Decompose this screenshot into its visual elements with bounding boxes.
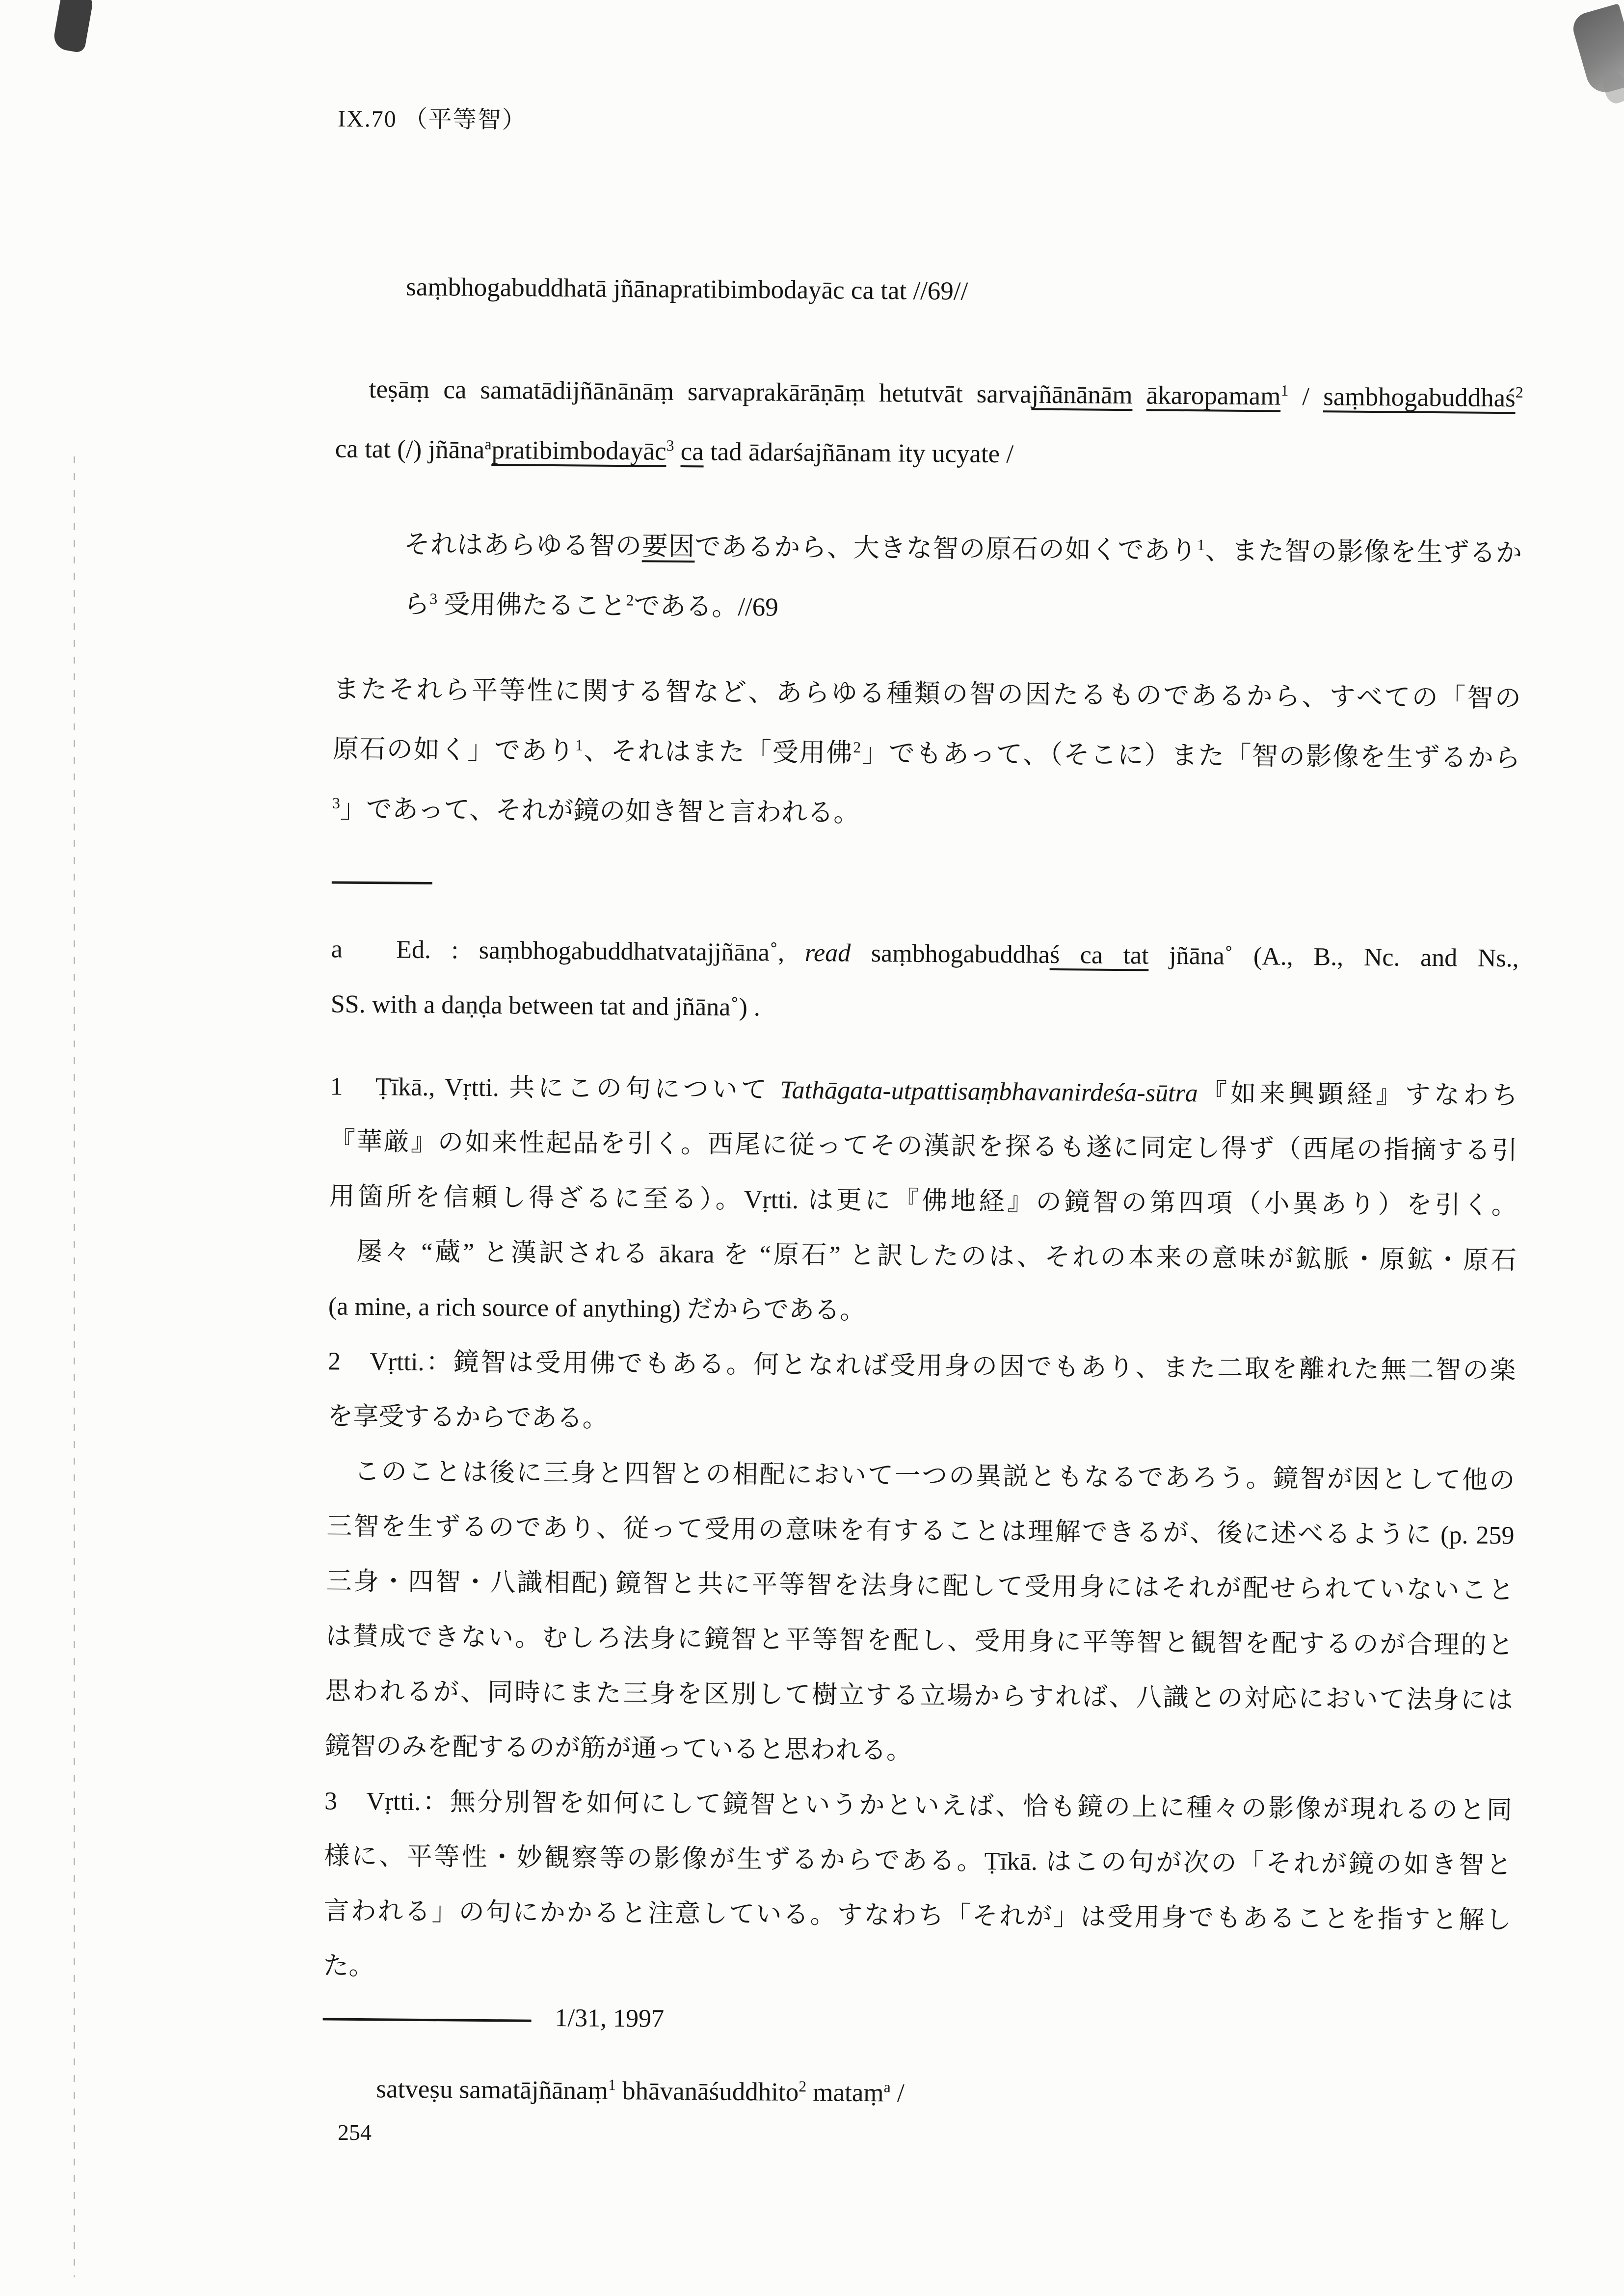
- page-content: [322, 0, 1526, 2112]
- section-heading: IX.70 （平等智）: [337, 106, 527, 133]
- note-2-line: 三智を生ずるのであり、従って受用の意味を有することは理解できるが、後に述べるように (p. 259: [326, 1512, 1515, 1550]
- footnote-a-line: SS. with a daṇḍa between tat and jñāna˚) .: [330, 990, 761, 1022]
- note-1-line: 1 Ṭīkā., Vṛtti. 共にこの句について Tathāgata-utpattisaṃbhavanirdeśa-sūtra『如来興顕経』すなわち: [330, 1072, 1518, 1110]
- note-2-line: 三身・四智・八識相配) 鏡智と共に平等智を法身に配して受用身にはそれが配せられていないこと: [326, 1567, 1514, 1605]
- japanese-commentary-line: 原石の如く」であり$^1$、それはまた「受用佛$^2$」でもあって、（そこに）また「智の影像を生ずるから: [332, 735, 1521, 773]
- page-number: 254: [338, 2120, 372, 2145]
- date-rule: [323, 2018, 532, 2022]
- sanskrit-commentary-line: ca tat (/) jñāna$^a$pratibimbodayāc$^3$ ca tad ādarśajñānam ity ucyate /: [335, 434, 1014, 469]
- date-row: [322, 2002, 1510, 2040]
- sanskrit-verse-70: satveṣu samatājñānaṃ$^1$ bhāvanāśuddhito$^2$ mataṃ$^a$ /: [376, 2075, 905, 2108]
- footnote-a: [330, 922, 1519, 1041]
- note-2-line: 思われるが、同時にまた三身を区別して樹立する立場からすれば、八識との対応において法身には: [325, 1677, 1514, 1715]
- note-3-line: 言われる」の句にかかると注意している。すなわち「それが」は受用身でもあることを指すと解し: [323, 1897, 1512, 1935]
- note-3-line: 様に、平等性・妙観察等の影像が生ずるからである。Ṭīkā. はこの句が次の「それが鏡の如き智と: [324, 1842, 1512, 1880]
- japanese-commentary: [332, 659, 1521, 848]
- note-2-line: 2 Vṛtti.：鏡智は受用佛でもある。何となれば受用身の因でもあり、また二取を離れた無二智の楽: [327, 1347, 1516, 1385]
- note-3-line: た。: [323, 1952, 374, 1981]
- note-2-line: 鏡智のみを配するのが筋が通っていると思われる。: [324, 1732, 912, 1765]
- japanese-verse-line: ら$^3$ 受用佛たること$^2$である。//69: [403, 590, 779, 622]
- scan-fold-line-left-margin: [74, 456, 75, 2277]
- note-2-line: を享受するからである。: [327, 1402, 608, 1433]
- note-1-line: 用箇所を信頼し得ざるに至る）。Vṛtti. は更に『佛地経』の鏡智の第四項（小異あり）を引く。: [329, 1182, 1517, 1220]
- footnote-a-line: a Ed. : saṃbhogabuddhatvatajjñāna˚, read saṃbhogabuddhaś ca tat jñāna˚ (A., B., Nc. and Ns.,: [331, 935, 1519, 973]
- scan-smudge-top-left: [52, 0, 94, 53]
- japanese-verse-line: それはあらゆる智の要因であるから、大きな智の原石の如くであり$^1$、また智の影像を生ずるか: [404, 530, 1522, 568]
- sanskrit-commentary-line: teṣāṃ ca samatādijñānānāṃ sarvaprakārāṇāṃ hetutvāt sarvajñānānām ākaropamam$^1$ / saṃbhogabuddhaś$^2$: [369, 375, 1523, 413]
- note-3-line: 3 Vṛtti.：無分別智を如何にして鏡智というかといえば、恰も鏡の上に種々の影像が現れるのと同: [324, 1787, 1513, 1825]
- japanese-commentary-line: またそれら平等性に関する智など、あらゆる種類の智の因たるものであるから、すべての「智の: [333, 675, 1521, 713]
- note-1-line: 屡々 “蔵” と漢訳される ākara を “原石” と訳したのは、それの本来の意味が鉱脈・原鉱・原石: [328, 1237, 1517, 1275]
- note-1-line: 『華厳』の如来性起品を引く。西尾に従ってその漢訳を探るも遂に同定し得ず（西尾の指摘する引: [329, 1127, 1518, 1165]
- sanskrit-verse-69: saṃbhogabuddhatā jñānapratibimbodayāc ca tat //69//: [406, 272, 968, 306]
- date-text: 1/31, 1997: [555, 2004, 665, 2033]
- numbered-notes: [323, 1059, 1518, 2003]
- note-2-line: このことは後に三身と四智との相配において一つの異説ともなるであろう。鏡智が因として他の: [327, 1457, 1515, 1495]
- japanese-commentary-line: $^3$」であって、それが鏡の如き智と言われる。: [332, 794, 860, 828]
- sanskrit-commentary: [335, 359, 1523, 488]
- footnote-divider-rule: [332, 881, 432, 884]
- japanese-verse-translation: [403, 515, 1522, 643]
- note-2-line: は賛成できない。むしろ法身に鏡智と平等智を配し、受用身に平等智と観智を配するのが合理的と: [325, 1622, 1514, 1660]
- note-1-line: (a mine, a rich source of anything) だからである。: [328, 1292, 866, 1325]
